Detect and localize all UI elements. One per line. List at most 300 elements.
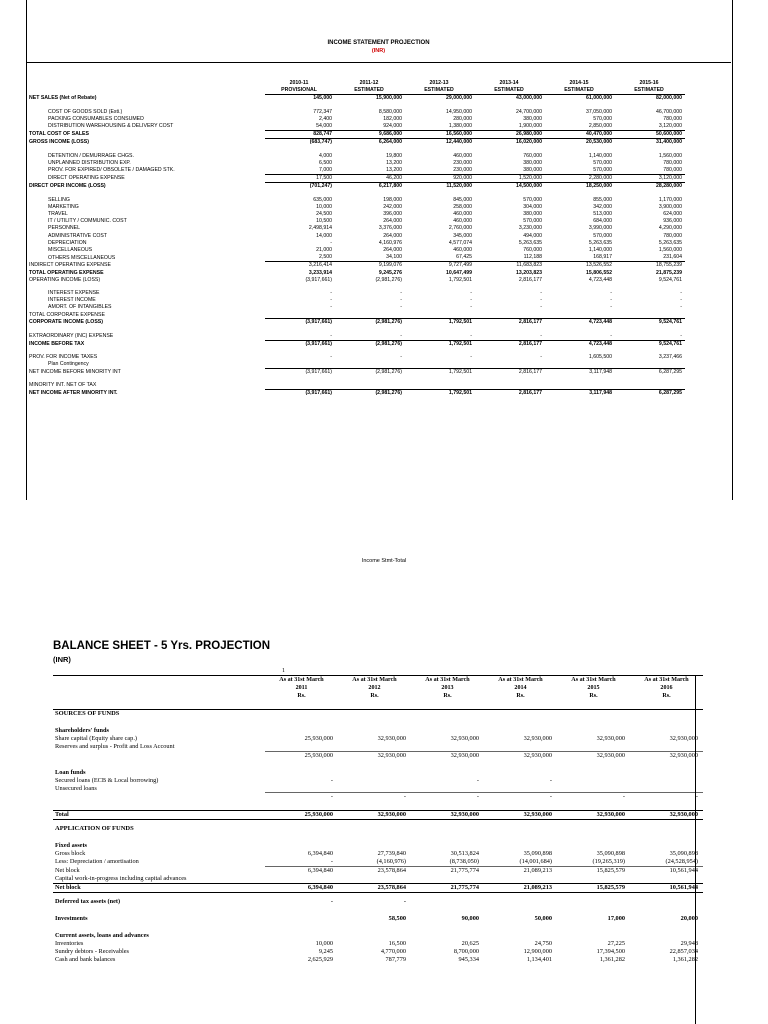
value-cell: 772,347 — [313, 108, 332, 115]
value-cell: 6,264,000 — [335, 139, 405, 147]
row-label: Plan Contingency — [48, 361, 89, 368]
value-cell: 1,560,000 — [658, 152, 682, 159]
value-cell: - — [400, 332, 402, 339]
value-cell: 40,470,000 — [545, 131, 615, 139]
value-cell: 920,000 — [405, 175, 475, 183]
value-cell: 2,816,177 — [475, 319, 545, 327]
balance-sheet-title: BALANCE SHEET - 5 Yrs. PROJECTION — [53, 640, 271, 652]
row-label: DIRECT OPERATING EXPENSE — [48, 175, 125, 182]
row-label: IT / UTILITY / COMMUNIC. COST — [48, 218, 127, 225]
value-cell: 20,000 — [680, 915, 698, 922]
value-cell: 6,500 — [319, 159, 332, 166]
value-cell: 9,245,276 — [378, 269, 402, 276]
value-cell: 570,000 — [523, 196, 542, 203]
value-cell — [265, 825, 338, 833]
value-cell: 780,000 — [663, 115, 682, 122]
value-cell — [411, 769, 484, 777]
value-cell — [335, 382, 405, 389]
value-cell: 29,000,000 — [446, 95, 472, 102]
value-cell: 32,930,000 — [338, 811, 411, 820]
value-cell: 460,000 — [453, 152, 472, 159]
column-header: As at 31st March — [630, 676, 703, 685]
value-cell: 570,000 — [593, 232, 612, 239]
value-cell — [265, 382, 335, 389]
value-cell: 18,755,239 — [615, 262, 685, 270]
value-cell: 43,000,000 — [516, 95, 542, 102]
value-cell: 31,400,000 — [615, 139, 685, 147]
value-cell — [557, 932, 630, 940]
value-cell — [630, 769, 703, 777]
value-cell — [630, 875, 703, 884]
table-row — [53, 785, 703, 793]
value-cell: 13,526,552 — [545, 262, 615, 270]
value-cell: (2,981,276) — [335, 319, 405, 327]
value-cell: 2,850,000 — [588, 123, 612, 130]
value-cell: 10,561,944 — [630, 867, 703, 876]
value-cell: 1,520,000 — [475, 175, 545, 183]
value-cell: 13,200 — [386, 159, 402, 166]
column-header: 2015 — [587, 685, 600, 691]
value-cell: 2,816,177 — [518, 276, 542, 283]
row-label: UNPLANNED DISTRIBUTION EXP. — [48, 159, 131, 166]
value-cell: 4,770,000 — [380, 948, 406, 955]
value-cell: 32,930,000 — [630, 811, 703, 820]
row-label: COST OF GOODS SOLD (Esti.) — [48, 108, 123, 115]
value-cell — [265, 875, 338, 884]
value-cell: 1,140,000 — [588, 152, 612, 159]
value-cell: 90,000 — [461, 915, 479, 922]
table-row — [28, 153, 685, 160]
value-cell: 50,000 — [534, 915, 552, 922]
value-cell: 27,739,840 — [377, 850, 406, 857]
value-cell: 9,245 — [318, 948, 333, 955]
value-cell — [484, 785, 557, 793]
row-label: Investments — [55, 915, 88, 922]
column-header: 2016 — [660, 685, 673, 691]
value-cell: 16,560,000 — [405, 131, 475, 139]
value-cell: 396,000 — [383, 211, 402, 218]
value-cell — [411, 785, 484, 793]
value-cell: 35,090,898 — [596, 850, 625, 857]
value-cell: - — [680, 290, 682, 297]
value-cell: 21,775,774 — [411, 867, 484, 876]
status-header: ESTIMATED — [545, 87, 615, 95]
value-cell: 1,361,282 — [599, 956, 625, 963]
table-row — [28, 167, 685, 175]
spacer-cell — [53, 718, 703, 727]
table-row — [28, 109, 685, 116]
row-label: INCOME BEFORE TAX — [29, 340, 85, 347]
value-cell: - — [549, 776, 552, 784]
column-header: 2012 — [368, 685, 381, 691]
value-cell: 32,930,000 — [450, 735, 479, 742]
value-cell: 37,050,000 — [586, 108, 612, 115]
value-cell: 35,090,898 — [523, 850, 552, 857]
row-label: PROV. FOR INCOME TAXES — [29, 354, 98, 360]
table-row — [28, 277, 685, 284]
value-cell — [265, 312, 335, 319]
value-cell: - — [476, 776, 479, 784]
table-row — [53, 867, 703, 876]
table-row — [53, 735, 703, 743]
value-cell — [615, 312, 685, 319]
column-header: As at 31st March — [265, 676, 338, 685]
value-cell: - — [330, 304, 332, 311]
value-cell: 32,930,000 — [523, 735, 552, 742]
value-cell: 29,948 — [680, 940, 698, 947]
value-cell: - — [610, 297, 612, 304]
row-label: MARKETING — [48, 203, 79, 210]
value-cell — [484, 932, 557, 940]
value-cell: 2,400 — [319, 115, 332, 122]
value-cell: 32,930,000 — [596, 735, 625, 742]
row-label: Sundry debtors - Receivables — [55, 948, 129, 955]
value-cell: 21,000 — [316, 247, 332, 254]
value-cell — [411, 932, 484, 940]
value-cell — [265, 769, 338, 777]
row-label: TOTAL OPERATING EXPENSE — [29, 269, 104, 276]
value-cell — [265, 361, 335, 368]
value-cell: 5,263,635 — [518, 239, 542, 246]
value-cell: 380,000 — [523, 159, 542, 166]
spacer-cell — [53, 906, 703, 915]
value-cell — [557, 710, 630, 719]
table-row — [28, 131, 685, 139]
value-cell: 780,000 — [663, 159, 682, 166]
value-cell: 513,000 — [593, 211, 612, 218]
row-label: APPLICATION OF FUNDS — [55, 825, 134, 832]
table-row — [53, 811, 703, 820]
income-statement-title: INCOME STATEMENT PROJECTION — [327, 40, 430, 46]
value-cell: 6,287,295 — [615, 389, 685, 397]
table-row — [28, 368, 685, 376]
value-cell: 9,686,000 — [335, 131, 405, 139]
value-cell: 460,000 — [453, 218, 472, 225]
value-cell: 2,500 — [319, 254, 332, 261]
value-cell: 242,000 — [383, 203, 402, 210]
value-cell: 3,117,948 — [545, 389, 615, 397]
value-cell: 684,000 — [593, 218, 612, 225]
spacer-row — [53, 700, 703, 710]
value-cell — [411, 710, 484, 719]
value-cell: 4,723,448 — [588, 276, 612, 283]
value-cell: 20,625 — [461, 940, 479, 947]
value-cell: 1,792,501 — [405, 389, 475, 397]
value-cell — [557, 898, 630, 906]
column-header: 2011 — [295, 685, 308, 691]
value-cell: 570,000 — [593, 115, 612, 122]
value-cell: - — [540, 290, 542, 297]
value-cell: 4,290,000 — [658, 225, 682, 232]
value-cell: 380,000 — [523, 115, 542, 122]
value-cell: 924,000 — [383, 123, 402, 130]
row-label: CORPORATE INCOME (LOSS) — [29, 319, 103, 326]
status-header: PROVISIONAL — [265, 87, 335, 95]
value-cell: 3,990,000 — [588, 225, 612, 232]
table-row — [28, 297, 685, 304]
row-label: Secured loans (ECB & Local borrowing) — [55, 776, 159, 784]
header-row-line2 — [53, 684, 703, 692]
row-label: Reserves and surplus - Profit and Loss Account — [55, 743, 175, 750]
value-cell: 14,950,000 — [446, 108, 472, 115]
value-cell: 264,000 — [383, 218, 402, 225]
status-header: ESTIMATED — [405, 87, 475, 95]
spacer-cell — [53, 700, 703, 710]
row-label: Inventories — [55, 940, 84, 947]
value-cell: (19,265,319) — [592, 858, 625, 865]
value-cell — [411, 825, 484, 833]
value-cell: (14,001,684) — [519, 858, 552, 865]
row-label: Shareholders' funds — [55, 727, 109, 734]
value-cell: 1,792,501 — [405, 340, 475, 348]
value-cell: 2,816,177 — [475, 368, 545, 376]
value-cell: 32,930,000 — [338, 751, 411, 760]
value-cell: 635,000 — [313, 196, 332, 203]
value-cell — [338, 769, 411, 777]
value-cell: 3,117,948 — [545, 368, 615, 376]
spacer-row — [53, 760, 703, 769]
header-label-cell — [53, 692, 265, 700]
table-row — [28, 319, 685, 327]
row-label: SELLING — [48, 196, 70, 203]
value-cell: - — [330, 898, 333, 905]
value-cell: 2,625,929 — [307, 956, 333, 963]
value-cell: 16,020,000 — [475, 139, 545, 147]
row-label: OPERATING INCOME (LOSS) — [29, 276, 101, 283]
value-cell: 5,263,635 — [658, 239, 682, 246]
value-cell: - — [470, 332, 472, 339]
year-header: 2014-15 — [569, 80, 589, 86]
spacer-cell — [53, 801, 703, 811]
row-label: OTHERS MISCELLANEOUS — [48, 254, 116, 261]
value-cell: 25,930,000 — [304, 735, 333, 742]
spacer-cell — [53, 923, 703, 932]
value-cell: 112,188 — [523, 254, 542, 261]
table-row — [53, 948, 703, 956]
value-cell: - — [330, 354, 332, 360]
table-row — [53, 842, 703, 850]
row-label: MINORITY INT. NET OF TAX — [29, 382, 97, 389]
value-cell: 168,917 — [593, 254, 612, 261]
spacer-row — [53, 718, 703, 727]
value-cell: 22,857,034 — [669, 948, 698, 955]
value-cell — [265, 842, 338, 850]
value-cell: 3,900,000 — [658, 203, 682, 210]
year-header: 2011-12 — [359, 80, 379, 86]
status-header: ESTIMATED — [475, 87, 545, 95]
table-row — [28, 218, 685, 225]
table-row — [28, 333, 685, 341]
value-cell: (2,981,276) — [335, 368, 405, 376]
value-cell: (3,917,661) — [265, 368, 335, 376]
header-row-line1 — [53, 676, 703, 685]
value-cell: - — [540, 304, 542, 311]
value-cell: 4,723,448 — [545, 340, 615, 348]
value-cell: 936,000 — [663, 218, 682, 225]
value-cell: 61,000,000 — [586, 95, 612, 102]
value-cell — [545, 312, 615, 319]
header-row-year — [28, 80, 685, 87]
table-row — [53, 727, 703, 735]
value-cell: 13,203,823 — [516, 269, 542, 276]
value-cell — [557, 825, 630, 833]
balance-sheet-unit: (INR) — [53, 655, 71, 664]
value-cell: - — [470, 354, 472, 360]
value-cell: 7,000 — [319, 167, 332, 174]
row-label: Share capital (Equity share cap.) — [55, 735, 137, 742]
value-cell: (3,917,661) — [265, 389, 335, 397]
table-row — [28, 95, 685, 103]
spacer-row — [53, 833, 703, 842]
value-cell — [484, 769, 557, 777]
value-cell: - — [338, 793, 411, 802]
value-cell: 624,000 — [663, 211, 682, 218]
value-cell: 18,250,000 — [545, 183, 615, 191]
value-cell: 4,723,448 — [545, 319, 615, 327]
table-row — [53, 932, 703, 940]
table-row — [53, 875, 703, 884]
table-row — [28, 233, 685, 240]
value-cell — [630, 777, 703, 785]
value-cell: - — [540, 332, 542, 339]
value-cell: 780,000 — [663, 167, 682, 174]
value-cell — [405, 361, 475, 368]
value-cell: 17,000 — [607, 915, 625, 922]
value-cell: - — [403, 898, 406, 905]
value-cell: 1,380,000 — [448, 123, 472, 130]
value-cell: 25,930,000 — [265, 751, 338, 760]
value-cell: 264,000 — [383, 247, 402, 254]
value-cell: - — [265, 793, 338, 802]
value-cell — [265, 932, 338, 940]
value-cell: 2,760,000 — [448, 225, 472, 232]
value-cell: 3,237,466 — [658, 354, 682, 360]
value-cell — [338, 777, 411, 785]
value-cell: 32,930,000 — [557, 811, 630, 820]
value-cell: 1,170,000 — [658, 196, 682, 203]
row-label: Cash and bank balances — [55, 956, 116, 963]
row-label: Net block — [55, 866, 80, 874]
value-cell: 9,524,761 — [615, 340, 685, 348]
value-cell: 26,980,000 — [475, 131, 545, 139]
value-cell: (3,917,661) — [305, 276, 332, 283]
value-cell: (3,917,661) — [265, 340, 335, 348]
row-label: DEPRECIATION — [48, 239, 87, 246]
value-cell: 21,775,774 — [411, 884, 484, 893]
value-cell: 21,875,239 — [656, 269, 682, 276]
value-cell — [630, 727, 703, 735]
row-label: DIRECT OPER INCOME (LOSS) — [29, 183, 106, 190]
table-row — [53, 898, 703, 906]
value-cell: 9,524,761 — [658, 276, 682, 283]
row-label: INTEREST EXPENSE — [48, 290, 100, 297]
value-cell: 32,930,000 — [411, 811, 484, 820]
row-label: INTEREST INCOME — [48, 297, 96, 304]
table-row — [53, 940, 703, 948]
value-cell: 2,498,914 — [308, 225, 332, 232]
value-cell: 12,900,000 — [523, 948, 552, 955]
value-cell — [411, 743, 484, 751]
column-header: Rs. — [516, 693, 525, 699]
value-cell: (2,981,276) — [335, 340, 405, 348]
value-cell: 198,000 — [383, 196, 402, 203]
value-cell: 4,577,074 — [448, 239, 472, 246]
row-label — [53, 793, 265, 802]
value-cell: 10,000 — [316, 203, 332, 210]
header-row-status — [28, 87, 685, 95]
spacer-cell — [53, 833, 703, 842]
value-cell — [630, 785, 703, 793]
value-cell: 2,816,177 — [475, 389, 545, 397]
value-cell — [630, 842, 703, 850]
table-row — [28, 139, 685, 147]
value-cell: - — [557, 793, 630, 802]
status-header: ESTIMATED — [335, 87, 405, 95]
value-cell: 17,394,500 — [596, 948, 625, 955]
value-cell: 145,000 — [313, 95, 332, 102]
table-row — [28, 247, 685, 254]
column-header: As at 31st March — [484, 676, 557, 685]
value-cell — [557, 785, 630, 793]
row-label: ADMINISTRATIVE COST — [48, 232, 107, 239]
value-cell: 1,361,282 — [672, 956, 698, 963]
table-row — [53, 751, 703, 760]
spacer-row — [53, 923, 703, 932]
header-label-cell — [53, 676, 265, 685]
value-cell: - — [330, 297, 332, 304]
value-cell: 6,394,840 — [265, 884, 338, 893]
value-cell: - — [400, 290, 402, 297]
row-label: TOTAL COST OF SALES — [29, 131, 89, 138]
value-cell: 11,683,823 — [475, 262, 545, 270]
value-cell — [630, 898, 703, 906]
table-row — [53, 769, 703, 777]
value-cell: (683,747) — [265, 139, 335, 147]
value-cell: 280,000 — [453, 115, 472, 122]
value-cell — [557, 727, 630, 735]
table-row — [28, 290, 685, 297]
row-label: Current assets, loans and advances — [55, 932, 149, 939]
column-header: 2014 — [514, 685, 527, 691]
table-row — [53, 915, 703, 923]
value-cell: 14,500,000 — [475, 183, 545, 191]
value-cell: 3,216,414 — [265, 262, 335, 270]
value-cell: 35,090,898 — [669, 850, 698, 857]
row-label: GROSS INCOME (LOSS) — [29, 139, 89, 146]
value-cell: 46,700,000 — [656, 108, 682, 115]
value-cell: 54,000 — [316, 123, 332, 130]
row-label: AMORT. OF INTANGIBLES — [48, 304, 112, 311]
value-cell: 32,930,000 — [484, 751, 557, 760]
value-cell: 21,089,213 — [484, 867, 557, 876]
table-row — [28, 389, 685, 397]
value-cell: 32,930,000 — [484, 811, 557, 820]
row-label: Deferred tax assets (net) — [55, 898, 121, 905]
value-cell — [265, 727, 338, 735]
value-cell: 30,513,824 — [450, 850, 479, 857]
table-row — [28, 354, 685, 361]
value-cell — [265, 785, 338, 793]
value-cell: 230,000 — [453, 159, 472, 166]
row-label: TRAVEL — [48, 211, 68, 218]
value-cell — [338, 932, 411, 940]
value-cell: 231,604 — [663, 254, 682, 261]
value-cell: 15,825,579 — [557, 867, 630, 876]
value-cell — [265, 915, 338, 923]
column-header: Rs. — [662, 693, 671, 699]
value-cell: 264,000 — [383, 232, 402, 239]
value-cell: 380,000 — [523, 167, 542, 174]
